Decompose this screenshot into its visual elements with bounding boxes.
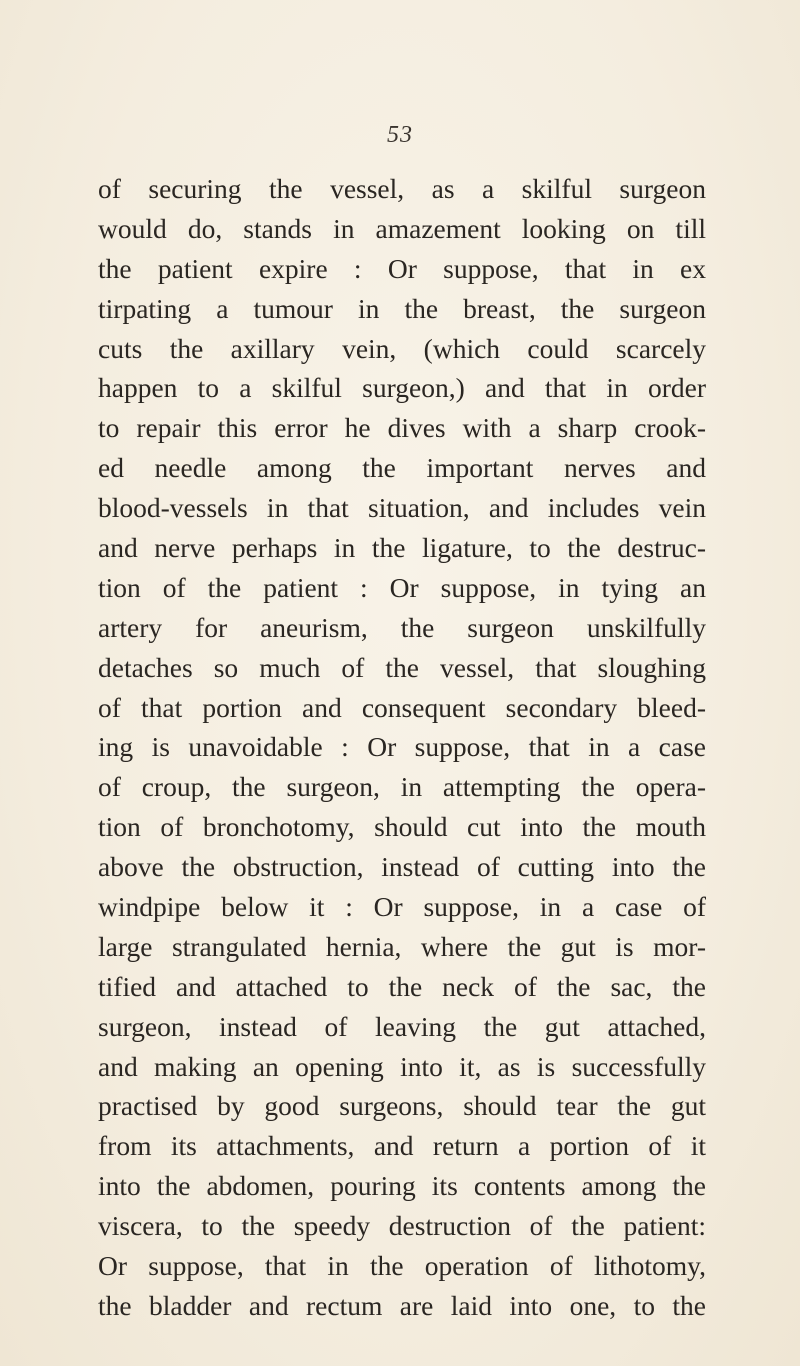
text-line: artery for aneurism, the surgeon unskilfully bbox=[98, 611, 706, 643]
text-line: the bladder and rectum are laid into one, to the bbox=[98, 1289, 706, 1321]
text-line: of croup, the surgeon, in attempting the opera- bbox=[98, 771, 706, 803]
text-line: from its attachments, and return a portion of it bbox=[98, 1130, 706, 1162]
body-text bbox=[98, 169, 706, 1326]
text-line: practised by good surgeons, should tear the gut bbox=[98, 1090, 706, 1122]
text-line: happen to a skilful surgeon,) and that in order bbox=[98, 372, 706, 404]
text-line: the patient expire : Or suppose, that in ex bbox=[98, 252, 706, 284]
text-line: Or suppose, that in the operation of lithotomy, bbox=[98, 1250, 706, 1282]
text-line: and nerve perhaps in the ligature, to the destruc- bbox=[98, 532, 706, 564]
text-line: windpipe below it : Or suppose, in a case of bbox=[98, 891, 706, 923]
text-line: large strangulated hernia, where the gut is mor- bbox=[98, 930, 706, 962]
text-line: viscera, to the speedy destruction of the patient: bbox=[98, 1210, 706, 1242]
text-line: tirpating a tumour in the breast, the surgeon bbox=[98, 292, 706, 324]
text-line: to repair this error he dives with a sharp crook- bbox=[98, 412, 706, 444]
text-line: into the abdomen, pouring its contents among the bbox=[98, 1170, 706, 1202]
text-line: blood-vessels in that situation, and includes vein bbox=[98, 492, 706, 524]
page-number: 53 bbox=[387, 122, 413, 148]
text-line: of securing the vessel, as a skilful surgeon bbox=[98, 173, 706, 204]
text-line: tion of the patient : Or suppose, in tying an bbox=[98, 571, 706, 603]
text-line: would do, stands in amazement looking on till bbox=[98, 212, 706, 244]
text-line: tion of bronchotomy, should cut into the mouth bbox=[98, 811, 706, 843]
text-line: cuts the axillary vein, (which could scarcely bbox=[98, 332, 706, 364]
text-line: ed needle among the important nerves and bbox=[98, 452, 706, 484]
text-line: surgeon, instead of leaving the gut attached, bbox=[98, 1010, 706, 1042]
text-line: and making an opening into it, as is successfully bbox=[98, 1050, 706, 1082]
text-line: above the obstruction, instead of cutting into the bbox=[98, 851, 706, 883]
text-line: detaches so much of the vessel, that sloughing bbox=[98, 651, 706, 683]
text-line: ing is unavoidable : Or suppose, that in a case bbox=[98, 731, 706, 763]
text-line: of that portion and consequent secondary bleed- bbox=[98, 691, 706, 723]
text-line: tified and attached to the neck of the sac, the bbox=[98, 970, 706, 1002]
